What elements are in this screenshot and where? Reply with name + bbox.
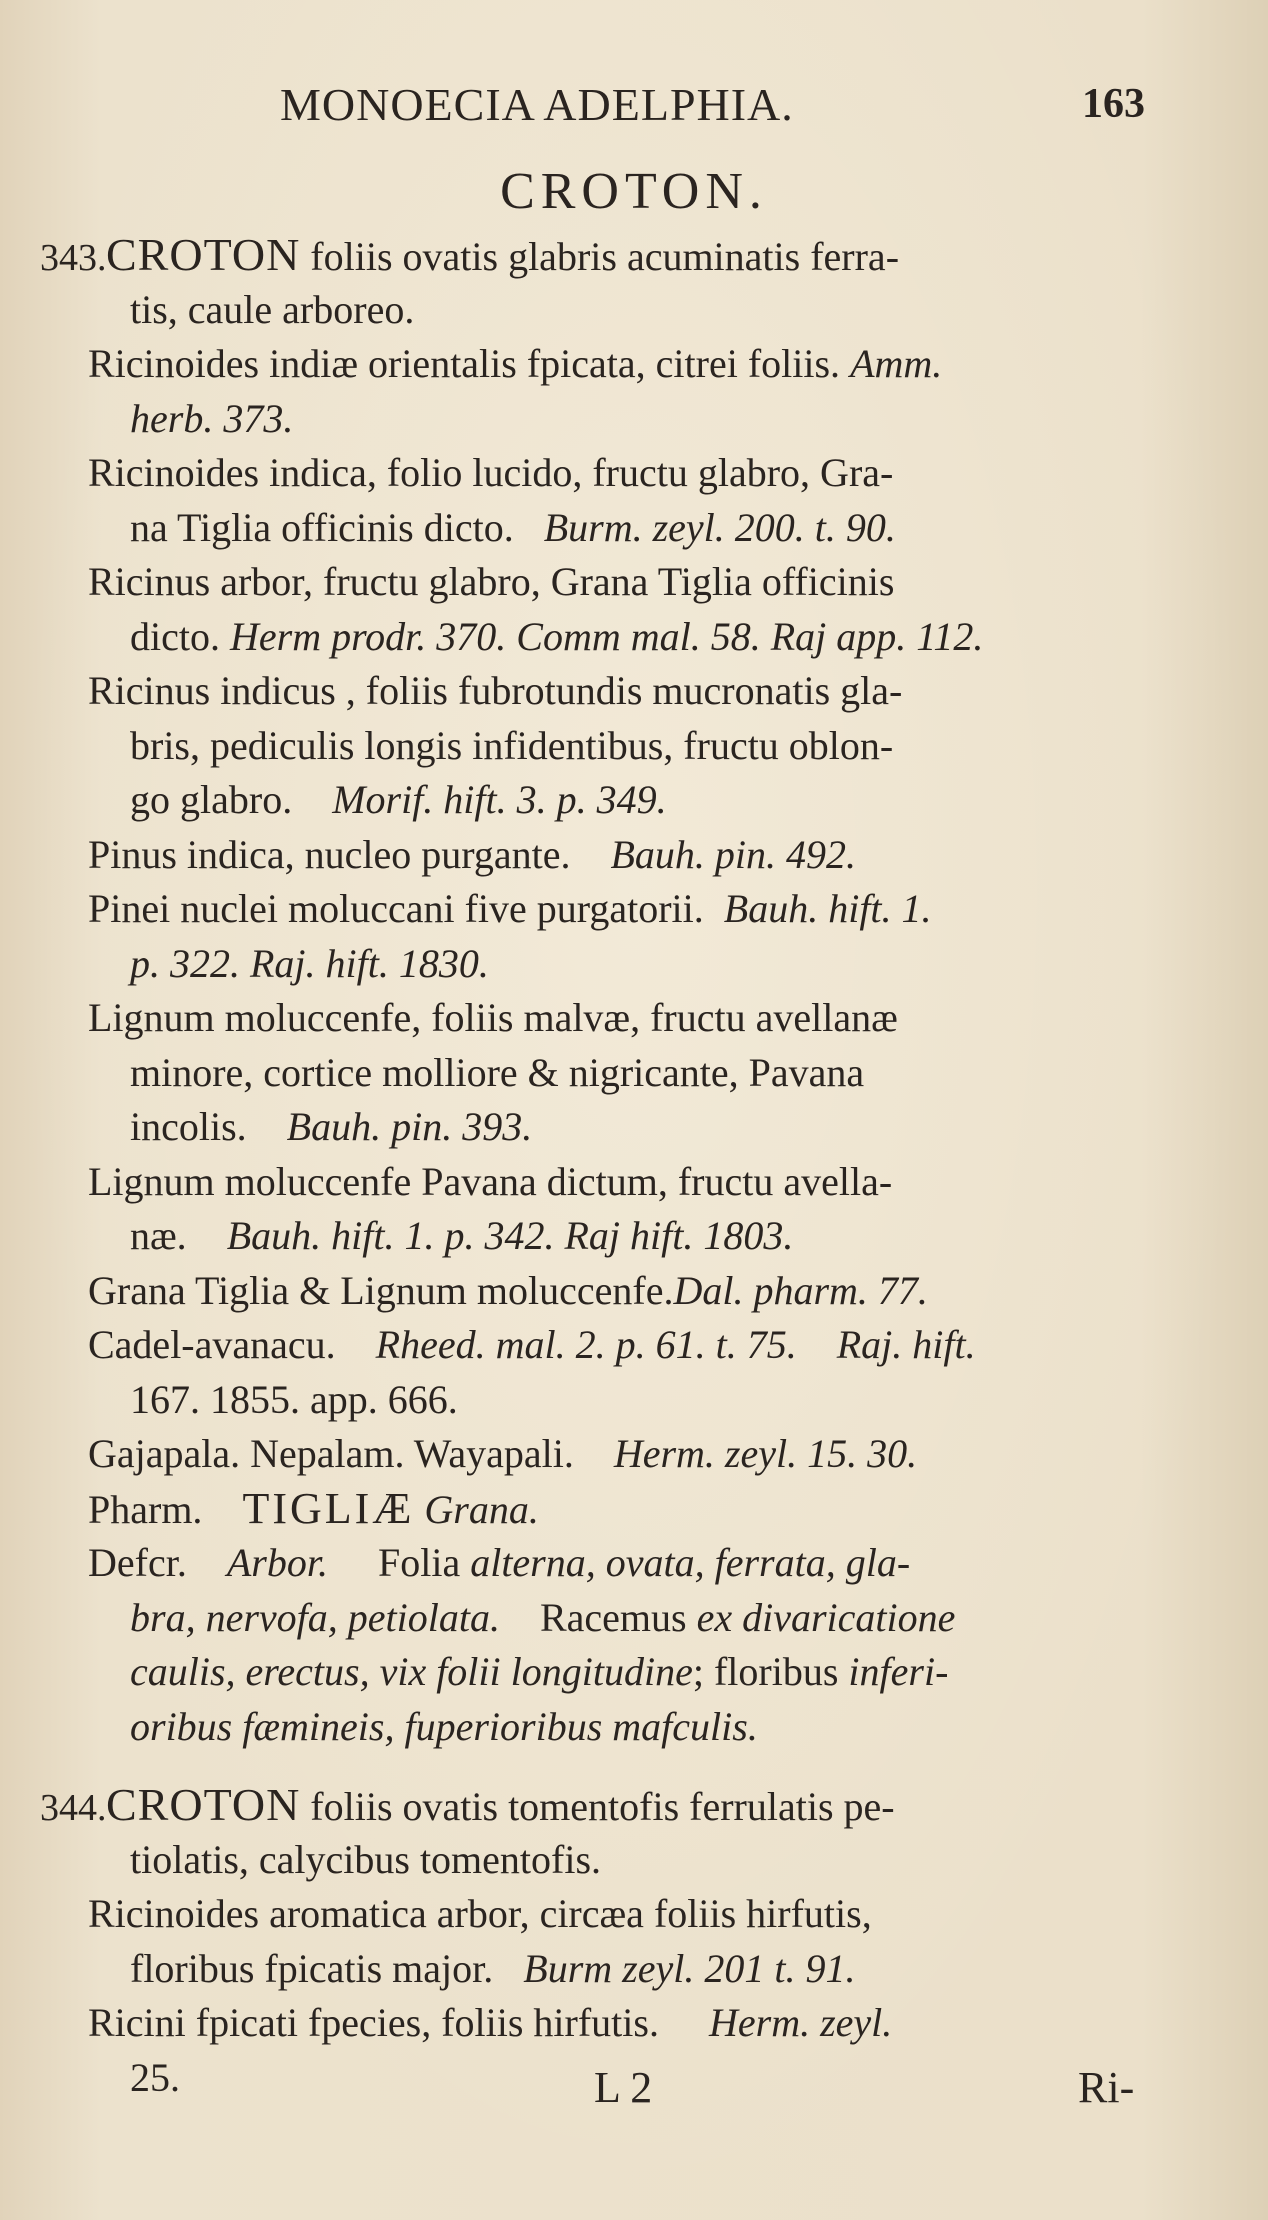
reference-text: p. 322. Raj. hift. 1830. <box>130 940 489 986</box>
text-line <box>40 1778 1170 1833</box>
synonym-line <box>40 1942 1170 1997</box>
description-line <box>40 1536 1170 1591</box>
descr-label: Defcr. <box>88 1540 187 1585</box>
reference-text: Bauh. pin. 492. <box>610 831 857 877</box>
synonym-text: Ricinoides aromatica arbor, circæa foliis hirfutis, <box>88 1891 872 1936</box>
synonym-line <box>40 828 1170 883</box>
synonym-line <box>40 773 1170 828</box>
diagnosis-text: tis, caule arboreo. <box>130 286 415 332</box>
reference-text: Herm prodr. 370. Comm mal. 58. Raj app. 112. <box>229 613 984 659</box>
descr-folia: Folia <box>377 1540 461 1585</box>
description-line <box>40 1700 1170 1755</box>
synonym-line <box>40 501 1170 556</box>
reference-text: Bauh. hift. 1. p. 342. Raj hift. 1803. <box>226 1213 794 1258</box>
reference-text: Morif. hift. 3. p. 349. <box>332 777 667 822</box>
species-entry-343 <box>40 228 1170 1754</box>
synonym-text: minore, cortice molliore & nigricante, Pavana <box>130 1049 865 1095</box>
synonym-line <box>40 337 1170 392</box>
synonym-text: Pinei nuclei moluccani five purgatorii. <box>88 886 704 931</box>
reference-text: Rheed. mal. 2. p. 61. t. 75. <box>375 1322 797 1367</box>
synonym-line <box>40 555 1170 610</box>
reference-text: 25. <box>130 2054 180 2100</box>
synonym-line <box>40 719 1170 774</box>
reference-text: Herm. zeyl. 15. 30. <box>613 1431 918 1476</box>
descr-text: inferi- <box>848 1649 949 1694</box>
descr-text: ex divaricatione <box>696 1594 956 1640</box>
species-genus: CROTON <box>106 229 301 280</box>
synonym-text: na Tiglia officinis dicto. <box>130 504 514 550</box>
synonym-line <box>40 1373 1170 1428</box>
diagnosis-text: tiolatis, calycibus tomentofis. <box>130 1836 602 1882</box>
text-line <box>40 283 1170 338</box>
pharm-name: TIGLIÆ <box>242 1483 415 1533</box>
synonym-text: Gajapala. Nepalam. Wayapali. <box>88 1431 574 1476</box>
reference-text: Dal. pharm. 77. <box>673 1267 928 1313</box>
synonym-line <box>40 1155 1170 1210</box>
synonym-text: bris, pediculis longis infidentibus, fructu oblon- <box>130 722 894 768</box>
main-text <box>40 228 1170 2105</box>
descr-arbor: Arbor. <box>226 1540 328 1585</box>
species-number: 343. <box>40 237 107 279</box>
synonym-line <box>40 1100 1170 1155</box>
synonym-text: Ricinoides indiæ orientalis fpicata, citrei foliis. <box>88 341 841 386</box>
synonym-line <box>40 1887 1170 1942</box>
reference-text: Burm zeyl. 201 t. 91. <box>523 1945 856 1991</box>
synonym-line <box>40 1209 1170 1264</box>
synonym-line <box>40 882 1170 937</box>
descr-racemus: Racemus <box>539 1594 687 1640</box>
synonym-line <box>40 610 1170 665</box>
synonym-line <box>40 1318 1170 1373</box>
synonym-text: næ. <box>130 1213 187 1258</box>
synonym-text: Cadel-avanacu. <box>88 1322 336 1367</box>
text-line <box>40 228 1170 283</box>
synonym-text: Lignum moluccenfe Pavana dictum, fructu avella- <box>88 1158 893 1204</box>
synonym-line <box>40 937 1170 992</box>
synonym-line <box>40 1046 1170 1101</box>
reference-text: Bauh. hift. 1. <box>723 886 932 931</box>
running-header <box>0 78 1268 138</box>
descr-floribus: ; floribus <box>692 1649 839 1694</box>
synonym-text: Grana Tiglia & Lignum moluccenfe. <box>88 1267 674 1313</box>
species-genus: CROTON <box>106 1779 301 1830</box>
catchword: Ri- <box>1078 2063 1135 2112</box>
reference-text: Bauh. pin. 393. <box>286 1104 533 1149</box>
synonym-text: Lignum moluccenfe, foliis malvæ, fructu avellanæ <box>88 995 898 1040</box>
description-line <box>40 1645 1170 1700</box>
running-title: MONOECIA ADELPHIA. <box>280 79 794 130</box>
descr-text: alterna, ovata, ferrata, gla- <box>470 1540 911 1585</box>
synonym-line <box>40 1264 1170 1319</box>
synonym-line <box>40 1427 1170 1482</box>
text-line <box>40 1833 1170 1888</box>
synonym-text: Ricini fpicati fpecies, foliis hirfutis. <box>88 2000 659 2045</box>
synonym-text: incolis. <box>130 1104 247 1149</box>
pharm-label: Pharm. <box>88 1486 203 1532</box>
descr-text: caulis, erectus, vix folii longitudine <box>130 1649 693 1694</box>
synonym-text: Ricinus arbor, fructu glabro, Grana Tiglia officinis <box>88 559 895 604</box>
reference-text: Burm. zeyl. 200. t. 90. <box>543 504 896 550</box>
description-line <box>40 1591 1170 1646</box>
signature-mark: L 2 <box>594 2063 653 2112</box>
page-footer <box>0 2062 1268 2122</box>
species-number: 344. <box>40 1787 107 1829</box>
synonym-text: Ricinoides indica, folio lucido, fructu glabro, Gra- <box>88 450 894 495</box>
page-number: 163 <box>1082 81 1145 127</box>
descr-text: oribus fæmineis, fuperioribus mafculis. <box>130 1703 758 1749</box>
synonym-line <box>40 991 1170 1046</box>
diagnosis-text: foliis ovatis tomentofis ferrulatis pe- <box>310 1784 895 1829</box>
synonym-text: dicto. <box>130 613 220 659</box>
synonym-text: Pinus indica, nucleo purgante. <box>88 831 571 877</box>
pharm-grana: Grana. <box>424 1486 539 1532</box>
synonym-text: Ricinus indicus , foliis fubrotundis mucronatis gla- <box>88 668 903 713</box>
pharm-line <box>40 1482 1170 1537</box>
reference-text: 167. 1855. app. 666. <box>130 1376 458 1422</box>
reference-text: Amm. <box>850 341 943 386</box>
synonym-text: floribus fpicatis major. <box>130 1945 494 1991</box>
diagnosis-text: foliis ovatis glabris acuminatis ferra- <box>310 234 900 279</box>
synonym-line <box>40 1996 1170 2051</box>
synonym-line <box>40 446 1170 501</box>
reference-text: Herm. zeyl. <box>708 2000 893 2045</box>
reference-text: Raj. hift. <box>836 1322 976 1367</box>
descr-text: bra, nervofa, petiolata. <box>130 1594 500 1640</box>
synonym-line <box>40 664 1170 719</box>
species-entry-344 <box>40 1778 1170 2105</box>
synonym-text: go glabro. <box>130 777 293 822</box>
reference-text: herb. 373. <box>130 395 294 441</box>
genus-heading: CROTON. <box>500 163 768 220</box>
synonym-line <box>40 392 1170 447</box>
